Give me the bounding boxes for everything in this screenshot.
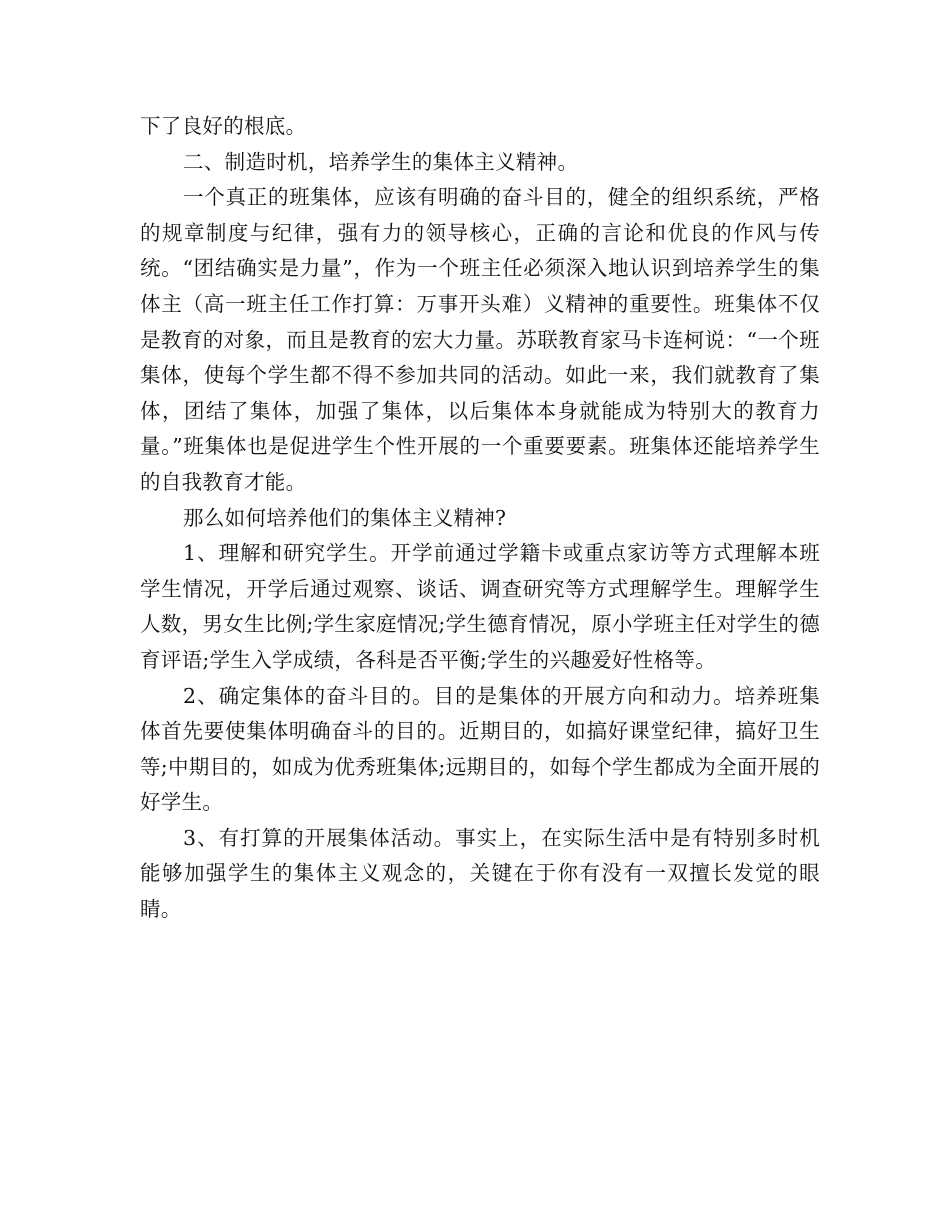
paragraph-1: 下了良好的根底。 [140, 114, 307, 138]
paragraph-5: 1、理解和研究学生。开学前通过学籍卡或重点家访等方式理解本班学生情况，开学后通过观察、谈话、调查研究等方式理解学生。理解学生人数，男女生比例;学生家庭情况;学生德育情况，原小学班主任对学生的德育评语;学生入学成绩，各科是否平衡;学生的兴趣爱好性格等。 [140, 541, 821, 672]
document-body [140, 109, 820, 928]
paragraph-7: 3、有打算的开展集体活动。事实上，在实际生活中是有特别多时机能够加强学生的集体主义观念的，关键在于你有没有一双擅长发觉的眼睛。 [140, 825, 820, 922]
paragraph-4: 那么如何培养他们的集体主义精神? [183, 505, 507, 530]
paragraph-2-heading: 二、制造时机，培养学生的集体主义精神。 [183, 149, 579, 174]
paragraph-6: 2、确定集体的奋斗目的。目的是集体的开展方向和动力。培养班集体首先要使集体明确奋斗的目的。近期目的，如搞好课堂纪律，搞好卫生等;中期目的，如成为优秀班集体;远期目的，如每个学生都成为全面开展的好学生。 [140, 683, 821, 815]
paragraph-3: 一个真正的班集体，应该有明确的奋斗目的，健全的组织系统，严格的规章制度与纪律，强有力的领导核心，正确的言论和优良的作风与传统。“团结确实是力量”，作为一个班主任必须深入地认识到培养学生的集体主（高一班主任工作打算：万事开头难）义精神的重要性。班集体不仅是教育的对象，而且是教育的宏大力量。苏联教育家马卡连柯说：“一个班集体，使每个学生都不得不参加共同的活动。如此一来，我们就教育了集体，团结了集体，加强了集体，以后集体本身就能成为特别大的教育力量。”班集体也是促进学生个性开展的一个重要要素。班集体还能培养学生的自我教育才能。 [140, 185, 820, 494]
